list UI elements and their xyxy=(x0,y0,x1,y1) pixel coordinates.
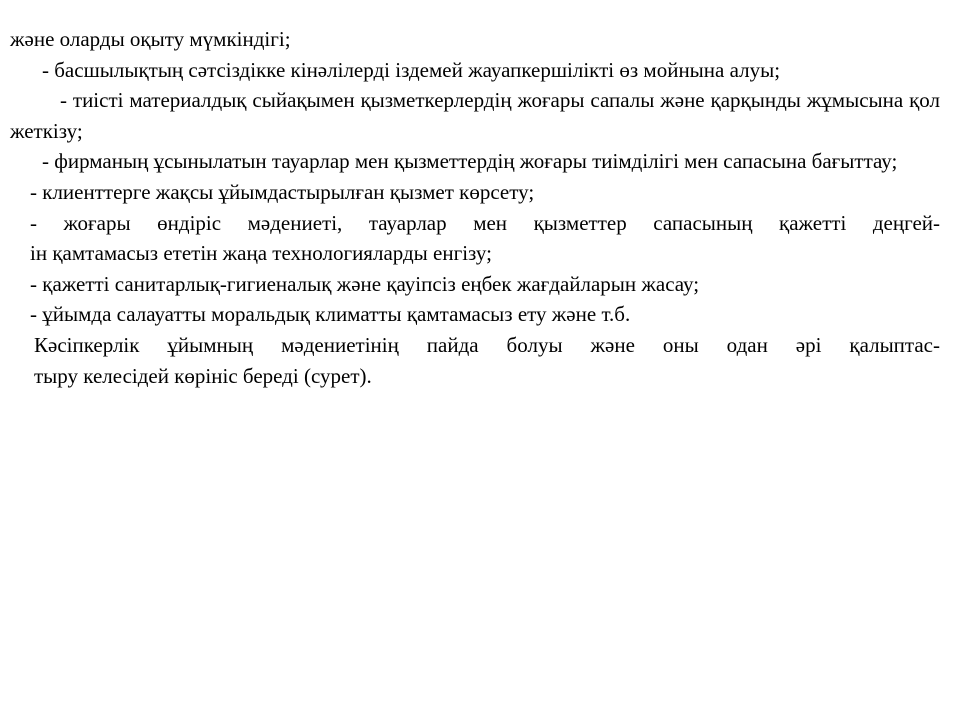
document-body xyxy=(10,24,940,391)
paragraph-leadership-responsibility: - басшылықтың сәтсіздікке кінәлілерді іздемей жауапкершілікті өз мойнына алуы; xyxy=(42,57,781,82)
paragraph-line: тыру келесідей көрініс береді (сурет). xyxy=(34,363,372,388)
paragraph-sanitary-conditions: - қажетті санитарлық-гигиеналық және қауіпсіз еңбек жағдайларын жасау; xyxy=(30,271,700,296)
paragraph-continuation: және оларды оқыту мүмкіндігі; xyxy=(10,27,291,51)
paragraph-culture-formation xyxy=(10,330,940,391)
paragraph-material-reward: - тиісті материалдық сыйақымен қызметкерлердің жоғары сапалы және қарқынды жұмысына қол жеткізу; xyxy=(10,88,940,143)
paragraph-efficiency-quality: - фирманың ұсынылатын тауарлар мен қызметтердің жоғары тиімділігі мен сапасына бағыттау; xyxy=(42,149,898,174)
paragraph-line: ін қамтамасыз ететін жаңа технологияларды енгізу; xyxy=(30,241,492,266)
paragraph-client-service: - клиенттерге жақсы ұйымдастырылған қызмет көрсету; xyxy=(30,179,535,204)
paragraph-production-culture xyxy=(10,208,940,269)
paragraph-line: Кәсіпкерлік ұйымның мәдениетінің пайда болуы және оны одан әрі қалыптас- xyxy=(34,332,940,357)
paragraph-line: - жоғары өндіріс мәдениеті, тауарлар мен қызметтер сапасының қажетті деңгей- xyxy=(30,210,940,235)
paragraph-moral-climate: - ұйымда салауатты моральдық климатты қамтамасыз ету және т.б. xyxy=(30,302,631,327)
